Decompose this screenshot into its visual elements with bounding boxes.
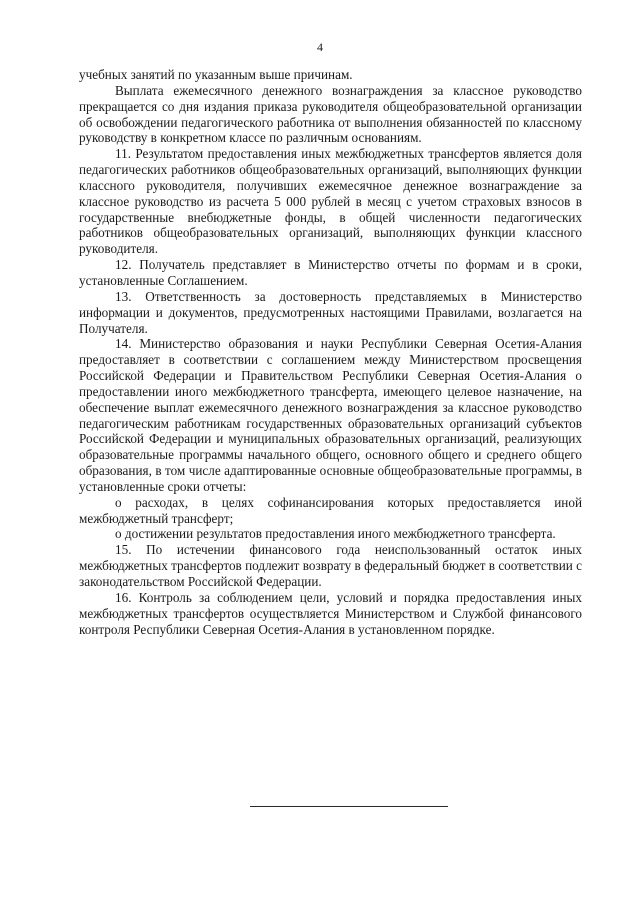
paragraph-payment-termination: Выплата ежемесячного денежного вознаграждения за классное руководство прекращается со дня издания приказа руководителя общеобразовательной организации об освобождении педагогического работника от выполнения обязанностей по классному руководству в конкретном классе по различным основаниям. — [79, 82, 582, 146]
closing-divider-line — [250, 806, 448, 807]
paragraph-continuation: учебных занятий по указанным выше причинам. — [79, 67, 353, 82]
paragraph-14-results: о достижении результатов предоставления иного межбюджетного трансферта. — [115, 526, 556, 542]
paragraph-16: 16. Контроль за соблюдением цели, условий и порядка предоставления иных межбюджетных трансфертов осуществляется Министерством и Службой финансового контроля Республики Северная Осетия-Алания в установленном порядке. — [79, 589, 582, 637]
paragraph-14: 14. Министерство образования и науки Республики Северная Осетия-Алания предоставляет в соответствии с соглашением между Министерством просвещения Российской Федерации и Правительством Республики Северная Осетия-Алания о предоставлении иного межбюджетного трансферта, имеющего целевое назначение, на обеспечение выплат ежемесячного денежного вознаграждения за классное руководство педагогическим работникам государственных образовательных организаций субъектов Российской Федерации и муниципальных образовательных организаций, реализующих образовательные программы начального общего, основного общего и среднего общего образования, в том числе адаптированные основные общеобразовательные программы, в установленные сроки отчеты: — [79, 336, 582, 494]
paragraph-14-expenses: о расходах, в целях софинансирования которых предоставляется иной межбюджетный трансферт; — [79, 494, 582, 526]
paragraph-11: 11. Результатом предоставления иных межбюджетных трансфертов является доля педагогических работников общеобразовательных организаций, выполняющих функции классного руководителя, получивших ежемесячное денежное вознаграждение за классное руководство из расчета 5 000 рублей в месяц с учетом страховых взносов в государственные внебюджетные фонды, в общей численности педагогических работников общеобразовательных организаций, выполняющих функции классного руководителя. — [79, 146, 582, 257]
paragraph-13: 13. Ответственность за достоверность представляемых в Министерство информации и документов, предусмотренных настоящими Правилами, возлагается на Получателя. — [79, 288, 582, 336]
paragraph-12: 12. Получатель представляет в Министерство отчеты по формам и в сроки, установленные Соглашением. — [79, 257, 582, 288]
paragraph-15: 15. По истечении финансового года неиспользованный остаток иных межбюджетных трансфертов подлежит возврату в федеральный бюджет в соответствии с законодательством Российской Федерации. — [79, 542, 582, 589]
page-number: 4 — [317, 40, 323, 54]
document-body — [79, 67, 582, 637]
